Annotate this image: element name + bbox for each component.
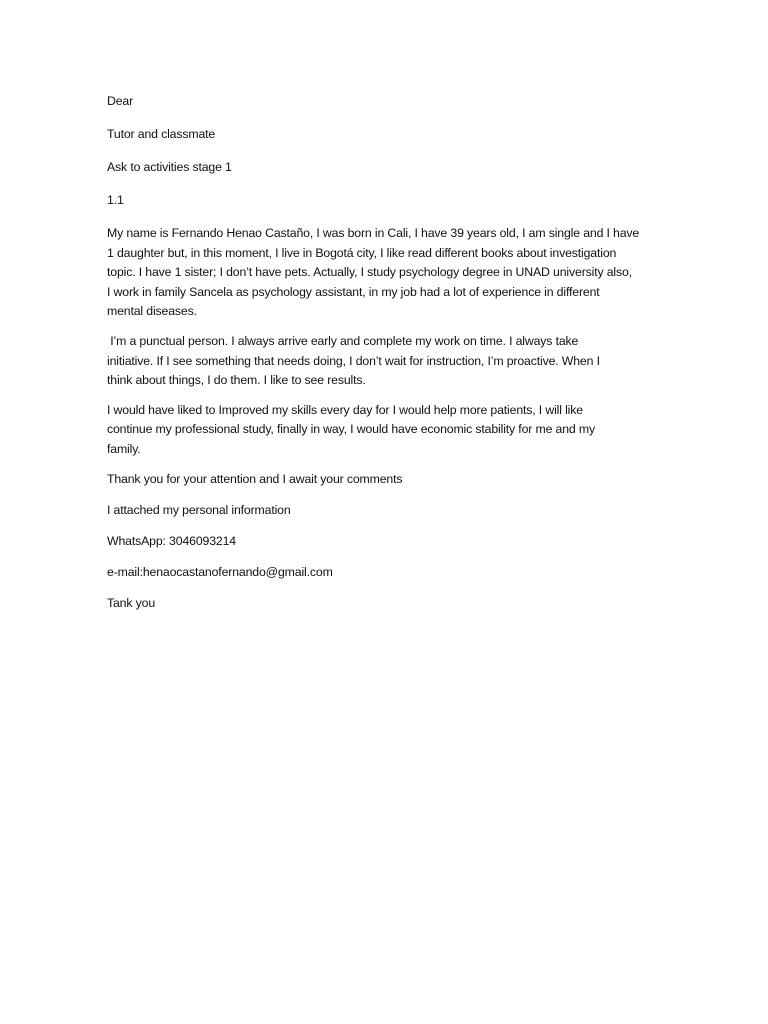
whatsapp-text: WhatsApp: 3046093214 xyxy=(107,533,236,548)
email-text: e-mail:henaocastanofernando@gmail.com xyxy=(107,564,333,579)
recipients-text: Tutor and classmate xyxy=(107,127,216,141)
closing-text: Tank you xyxy=(107,595,156,610)
thanks-text: Thank you for your attention and I await your comments xyxy=(107,471,403,486)
paragraph-line: I’m a punctual person. I always arrive early and complete my work on time. I always take xyxy=(107,333,579,348)
letter-body xyxy=(107,92,662,627)
paragraph-personality xyxy=(107,332,662,391)
paragraph-line: think about things, I do them. I like to see results. xyxy=(107,373,366,388)
paragraph-line: topic. I have 1 sister; I don’t have pets. Actually, I study psychology degree in UNAD university also, xyxy=(107,265,632,280)
paragraph-line: I work in family Sancela as psychology assistant, in my job had a lot of experience in different xyxy=(107,284,600,299)
paragraph-line: mental diseases. xyxy=(107,304,197,319)
paragraph-line: family. xyxy=(107,441,141,456)
section-number: 1.1 xyxy=(107,193,124,207)
subject-text: Ask to activities stage 1 xyxy=(107,160,232,174)
paragraph-line: My name is Fernando Henao Castaño, I was born in Cali, I have 39 years old, I am single and I have xyxy=(107,226,640,240)
paragraph-line: continue my professional study, finally in way, I would have economic stability for me and my xyxy=(107,422,595,437)
paragraph-line: initiative. If I see something that needs doing, I don’t wait for instruction, I’m proactive. When I xyxy=(107,353,600,368)
attached-text: I attached my personal information xyxy=(107,502,291,517)
paragraph-line: I would have liked to Improved my skills every day for I would help more patients, I will like xyxy=(107,402,583,417)
greeting-text: Dear xyxy=(107,94,134,108)
paragraph-goals xyxy=(107,401,662,460)
paragraph-introduction xyxy=(107,224,662,322)
paragraph-line: 1 daughter but, in this moment, I live in Bogotá city, I like read different books about investigation xyxy=(107,245,617,260)
